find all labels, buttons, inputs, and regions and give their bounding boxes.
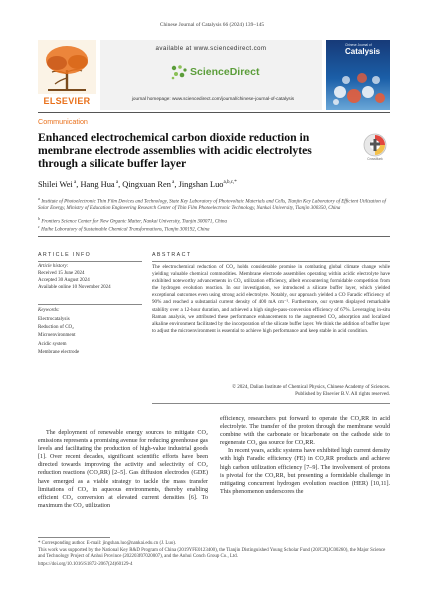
sciencedirect-icon: [170, 64, 188, 80]
affiliation-text: Institute of Photoelectronic Thin Film Devices and Technology, State Key Laboratory of Photovoltaic Materials and Cells, Tianjin Key Laboratory of Efficient Utilization of Solar Energy, Ministry of Education Engineering Research Center of Thin Film Photoelectronic Technology, Nankai University, Tianjin 300350, China: [38, 199, 386, 212]
abstract-bottom-divider: [152, 403, 390, 404]
abstract-text: The electrochemical reduction of CO₂ holds considerable promise in combating global climate change while yielding valuable chemical commodities. Membrane electrode assemblies operating within acidic electrolyte have exhibited noteworthy advancements in CO₂ utilization efficiency, albeit encountering formidable competition from the hydrogen evolution reaction. In our investigation, we introduced a silicate buffer layer, which yielded exceptional outcomes even using strong acid electrolyte. Notably, our approach yielded a CO Faradic efficiency of 90% and reached a substantial current density of 400 mA cm⁻². Furthermore, our system displayed remarkable stability over a 12-hour duration, and achieved a high single-pass-conversion efficiency of 67%. Leveraging in-situ Raman analysis, we attributed these performance enhancements to the augmented CO₂ adsorption and localized alkaline environment facilitated by the incorporation of the silicate buffer layer. We think the addition of buffer layer to adjust the microenvironment is essential to achieve high performance and keep stable in acid condition.: [152, 264, 390, 334]
keyword-item: Electrocatalysis: [38, 317, 70, 322]
author-affiliation-marker: a: [74, 180, 77, 186]
cover-artwork: [330, 62, 388, 106]
available-at-text: available at www.sciencedirect.com: [155, 45, 267, 52]
cover-title: Catalysis: [345, 47, 381, 56]
footnote-divider: [38, 537, 110, 538]
keywords-heading: Keywords:: [38, 308, 60, 313]
crossmark-label: CrossMark: [367, 157, 383, 161]
crossmark-icon[interactable]: [363, 133, 387, 159]
author-list: Shilei Wei $^a$, Hang Hua $^a$, Qingxuan Ren $^a$, Jingshan Luo$^{a,b,c,*}$: [38, 180, 237, 189]
author-name[interactable]: Qingxuan Ren: [122, 180, 171, 189]
keyword-item: Reduction of CO₂: [38, 325, 74, 331]
elsevier-wordmark: ELSEVIER: [43, 96, 91, 106]
affiliation-a: $^a$ Institute of Photoelectronic Thin Film Devices and Technology, State Key Laboratory of Photovoltaic Materials and Cells, Tianjin Key Laboratory of Efficient Utilization of Solar Energy, Ministry of Education Engineering Research Center of Thin Film Photoelectronic Technology, Nankai University, Tianjin 300350, China: [38, 196, 386, 212]
corresponding-author-footnote: * Corresponding author. E-mail: jingshan.luo@nankai.edu.cn (J. Luo).: [38, 541, 177, 546]
article-info-divider: [38, 261, 142, 262]
cover-subtitle: Chinese Journal of: [345, 43, 372, 47]
copyright-line: © 2024, Dalian Institute of Chemical Physics, Chinese Academy of Sciences.: [232, 384, 390, 390]
author-name[interactable]: Jingshan Luo: [178, 180, 224, 189]
keyword-item: Microenvironment: [38, 333, 76, 339]
body-paragraph: In recent years, acidic systems have exhibited high current density with high Faradic efficiency (FE) in CO₂RR products and achieve high carbon utilization efficiency [7–9]. The involvement of protons is pivotal for the CO₂RR, but presenting a formidable challenge in mitigating concurrent hydrogen evolution reaction (HER) [10,11]. This phenomenon underscores the: [220, 448, 390, 495]
author-name[interactable]: Hang Hua: [80, 180, 115, 189]
journal-homepage-link[interactable]: journal homepage: www.sciencedirect.com/journal/chinese-journal-of-catalysis: [131, 96, 295, 101]
accepted-date: Accepted 30 August 2024: [38, 278, 90, 283]
doi-link[interactable]: https://doi.org/10.1016/S1872-2067(24)60129-4: [38, 562, 133, 567]
body-column-right: [220, 415, 390, 496]
author-affiliation-marker: a,b,c,*: [223, 180, 237, 186]
author-affiliation-marker: a: [115, 180, 119, 186]
copyright-notice: [152, 384, 390, 398]
article-type-label: Communication: [38, 117, 88, 126]
abstract-divider: [152, 261, 390, 262]
author-name[interactable]: Shilei Wei: [38, 180, 73, 189]
abstract-heading: ABSTRACT: [152, 252, 192, 258]
keywords-divider: [38, 304, 142, 305]
affiliation-b: $^b$ Frontiers Science Center for New Organic Matter, Nankai University, Tianjin 300071, China: [38, 216, 228, 225]
article-history-heading: Article history:: [38, 264, 69, 269]
header-divider: [38, 112, 390, 113]
affiliation-divider: [38, 236, 390, 237]
journal-citation-line: Chinese Journal of Catalysis 66 (2024) 139–145: [159, 22, 265, 28]
affiliation-text: Frontiers Science Center for New Organic Matter, Nankai University, Tianjin 300071, China: [41, 219, 228, 225]
funding-footnote: This work was supported by the National Key R&D Program of China (2019YFE0123400), the Tianjin Distinguished Young Scholar Fund (20JCJQJC00260), the Major Science and Technology Project of Anhui Province (202203f07020007), and the Anhui Conch Group Co., Ltd.: [38, 548, 386, 560]
keywords-list: [38, 316, 142, 357]
author-affiliation-marker: a: [172, 180, 175, 186]
body-paragraph: efficiency, researchers put forward to operate the CO₂RR in acid electrolyte. The transfer of the proton through the membrane would combine with the carbonate or bicarbonate on the cathode side to regenerate CO₂ gas source for CO₂RR.: [220, 416, 390, 447]
article-title: Enhanced electrochemical carbon dioxide reduction in membrane electrode assemblies with acidic electrolytes through a silicate buffer layer: [38, 131, 312, 170]
copyright-line: Published by Elsevier B.V. All rights reserved.: [295, 391, 390, 398]
keyword-item: Membrane electrode: [38, 349, 80, 355]
body-column-left: The deployment of renewable energy sources to mitigate CO₂ emissions represents a promising avenue for reducing greenhouse gas levels and facilitating the production of high-value industrial goods [1]. Over recent decades, significant scientific efforts have been directed towards improving the activity and selectivity of CO₂ reduction reactions (CO₂RR) [2–5]. Gas diffusion electrodes (GDE) have emerged as a viable strategy to tackle the mass transfer limitations of CO₂ in aqueous environments, thereby enabling efficient CO₂ conversion at elevated current densities [6]. To maximum the CO₂ utilization: [38, 430, 208, 509]
article-info-heading: ARTICLE INFO: [38, 252, 92, 258]
affiliation-text: Haihe Laboratory of Sustainable Chemical Transformations, Tianjin 300192, China: [41, 227, 210, 233]
online-date: Available online 10 November 2024: [38, 285, 111, 290]
keyword-item: Acidic system: [38, 341, 67, 347]
received-date: Received 15 June 2024: [38, 271, 85, 276]
sciencedirect-wordmark[interactable]: ScienceDirect: [190, 66, 260, 78]
affiliation-c: $^c$ Haihe Laboratory of Sustainable Chemical Transformations, Tianjin 300192, China: [38, 224, 210, 233]
